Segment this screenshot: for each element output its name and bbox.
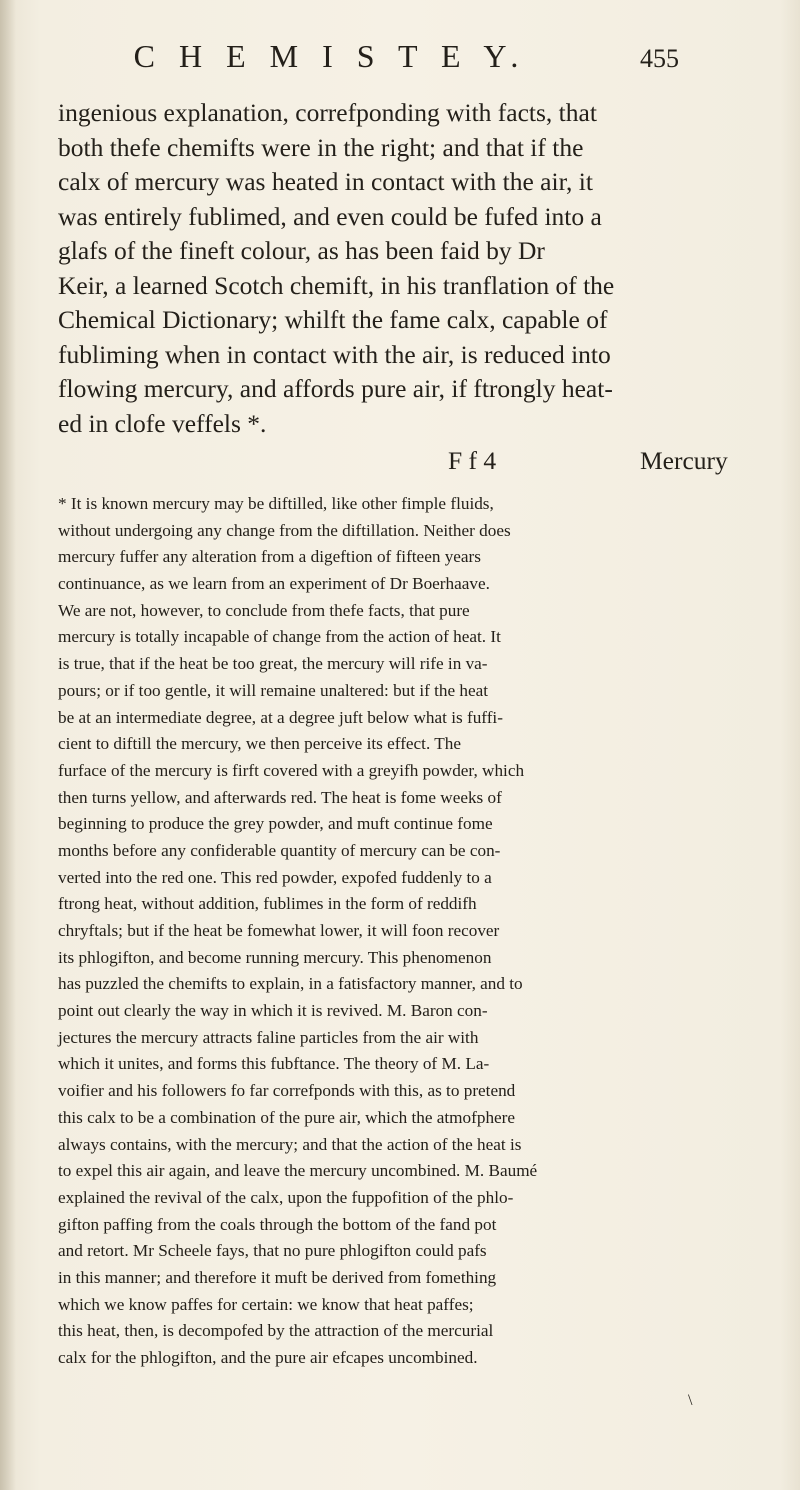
footnote-line: which it unites, and forms this fubftance. The theory of M. La- — [58, 1054, 490, 1074]
footnote-line: this heat, then, is decompofed by the attraction of the mercurial — [58, 1321, 494, 1341]
footnote-line: mercury fuffer any alteration from a digeftion of fifteen years — [58, 547, 481, 567]
text-line: ingenious explanation, correfponding with facts, that — [58, 98, 597, 127]
footnote — [58, 491, 758, 1372]
main-paragraph — [58, 96, 758, 441]
footnote-line: months before any confiderable quantity of mercury can be con- — [58, 840, 501, 860]
footnote-line: jectures the mercury attracts faline particles from the air with — [58, 1027, 479, 1047]
footnote-line: and retort. Mr Scheele fays, that no pure phlogifton could pafs — [58, 1241, 487, 1261]
footnote-line: this calx to be a combination of the pure air, which the atmofphere — [58, 1107, 516, 1127]
footnote-line: * It is known mercury may be diftilled, like other fimple fluids, — [58, 494, 494, 513]
footnote-line: then turns yellow, and afterwards red. The heat is fome weeks of — [58, 787, 502, 807]
footnote-line: be at an intermediate degree, at a degree juft below what is fuffi- — [58, 707, 503, 727]
footnote-line: which we know paffes for certain: we know that heat paffes; — [58, 1294, 474, 1314]
text-line: calx of mercury was heated in contact with the air, it — [58, 167, 593, 196]
signature-row — [58, 441, 758, 481]
page-number: 455 — [640, 44, 679, 73]
footnote-line: point out clearly the way in which it is revived. M. Baron con- — [58, 1001, 488, 1021]
text-line: ed in clofe veffels *. — [58, 408, 267, 438]
footnote-line: gifton paffing from the coals through the bottom of the fand pot — [58, 1214, 497, 1234]
footnote-line: in this manner; and therefore it muft be derived from fomething — [58, 1267, 497, 1287]
footnote-line: mercury is totally incapable of change from the action of heat. It — [58, 627, 501, 647]
footnote-line: explained the revival of the calx, upon the fuppofition of the phlo- — [58, 1187, 514, 1207]
text-line: flowing mercury, and affords pure air, if ftrongly heat- — [58, 374, 613, 403]
footnote-line: beginning to produce the grey powder, and muft continue fome — [58, 814, 493, 834]
footnote-line: has puzzled the chemifts to explain, in a fatisfactory manner, and to — [58, 974, 523, 994]
text-line: fubliming when in contact with the air, is reduced into — [58, 339, 611, 369]
footnote-line: chryftals; but if the heat be fomewhat lower, it will foon recover — [58, 921, 500, 940]
footnote-line: verted into the red one. This red powder, expofed fuddenly to a — [58, 867, 492, 887]
footnote-line: voifier and his followers fo far correfponds with this, as to pretend — [58, 1081, 516, 1101]
footnote-line: We are not, however, to conclude from thefe facts, that pure — [58, 600, 470, 620]
running-head: C H E M I S T E Y. — [133, 38, 527, 74]
footnote-line: to expel this air again, and leave the mercury uncombined. M. Baumé — [58, 1161, 538, 1181]
footnote-line: ftrong heat, without addition, fublimes in the form of reddifh — [58, 894, 477, 914]
page-gutter-shadow — [0, 0, 16, 1490]
page-header — [0, 38, 800, 78]
body-text — [58, 96, 758, 1372]
footnote-line: always contains, with the mercury; and that the action of the heat is — [58, 1134, 522, 1154]
text-line: Keir, a learned Scotch chemift, in his tranflation of the — [58, 270, 615, 300]
text-line: both thefe chemifts were in the right; and that if the — [58, 132, 584, 162]
stray-mark: \ — [688, 1392, 693, 1409]
footnote-line: pours; or if too gentle, it will remaine unaltered: but if the heat — [58, 680, 489, 700]
footnote-line: its phlogifton, and become running mercury. This phenomenon — [58, 947, 492, 967]
text-line: was entirely fublimed, and even could be fufed into a — [58, 201, 602, 231]
footnote-line: continuance, as we learn from an experiment of Dr Boerhaave. — [58, 574, 490, 594]
footnote-line: is true, that if the heat be too great, the mercury will rife in va- — [58, 654, 488, 674]
text-line: Chemical Dictionary; whilft the fame calx, capable of — [58, 305, 608, 334]
text-line: glafs of the fineft colour, as has been faid by Dr — [58, 236, 545, 265]
footnote-line: furface of the mercury is firft covered with a greyifh powder, which — [58, 760, 525, 780]
footnote-line: calx for the phlogifton, and the pure air efcapes uncombined. — [58, 1348, 478, 1367]
catchword: Mercury — [640, 446, 728, 475]
footnote-line: without undergoing any change from the diftillation. Neither does — [58, 520, 511, 540]
footnote-line: cient to diftill the mercury, we then perceive its effect. The — [58, 734, 461, 754]
signature-mark: F f 4 — [448, 446, 497, 475]
